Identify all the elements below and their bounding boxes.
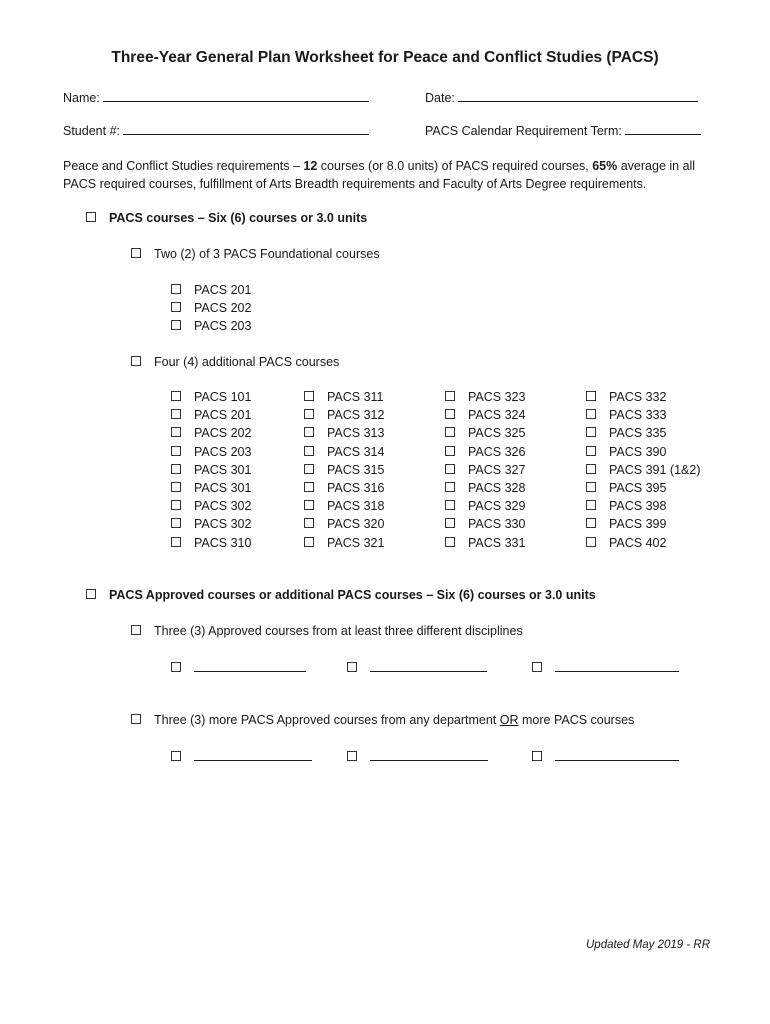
course-item	[171, 445, 251, 459]
more-approved-slot[interactable]	[532, 749, 679, 764]
course-label: PACS 201	[194, 408, 252, 422]
more-approved-label-1: Three (3) more PACS Approved courses from any department	[154, 713, 500, 727]
course-label: PACS 402	[609, 536, 667, 550]
course-label: PACS 324	[468, 408, 526, 422]
section2-heading-row	[86, 588, 596, 602]
course-checkbox[interactable]	[347, 751, 357, 761]
section2-checkbox[interactable]	[86, 589, 96, 599]
course-checkbox[interactable]	[586, 482, 596, 492]
course-checkbox[interactable]	[445, 446, 455, 456]
course-item	[304, 463, 384, 477]
student-number-blank[interactable]	[123, 122, 369, 135]
name-field[interactable]	[63, 89, 369, 105]
course-blank[interactable]	[555, 660, 679, 672]
course-checkbox[interactable]	[445, 409, 455, 419]
course-label: PACS 314	[327, 445, 385, 459]
course-checkbox[interactable]	[171, 751, 181, 761]
course-label: PACS 302	[194, 499, 252, 513]
course-label: PACS 335	[609, 426, 667, 440]
course-label: PACS 333	[609, 408, 667, 422]
course-checkbox[interactable]	[586, 537, 596, 547]
course-item	[445, 499, 525, 513]
course-item	[171, 481, 251, 495]
course-checkbox[interactable]	[347, 662, 357, 672]
course-label: PACS 312	[327, 408, 385, 422]
page-title: Three-Year General Plan Worksheet for Peace and Conflict Studies (PACS)	[111, 49, 659, 66]
term-label: PACS Calendar Requirement Term:	[425, 124, 622, 138]
course-checkbox[interactable]	[171, 662, 181, 672]
course-label: PACS 331	[468, 536, 526, 550]
course-label: PACS 321	[327, 536, 385, 550]
course-item	[304, 445, 384, 459]
course-label: PACS 330	[468, 517, 526, 531]
approved-row	[131, 624, 523, 638]
course-blank[interactable]	[370, 749, 488, 761]
course-checkbox[interactable]	[445, 518, 455, 528]
course-item	[304, 481, 384, 495]
course-item	[171, 499, 251, 513]
course-label: PACS 301	[194, 481, 252, 495]
course-item	[586, 517, 666, 531]
course-label: PACS 327	[468, 463, 526, 477]
course-item	[445, 426, 525, 440]
course-label: PACS 101	[194, 390, 252, 404]
course-item	[445, 390, 525, 404]
course-item	[445, 408, 525, 422]
course-label: PACS 316	[327, 481, 385, 495]
foundational-item: PACS 201	[171, 283, 251, 297]
course-label: PACS 202	[194, 426, 252, 440]
course-checkbox[interactable]	[171, 500, 181, 510]
course-checkbox[interactable]	[586, 427, 596, 437]
course-item	[445, 536, 525, 550]
course-item	[586, 408, 666, 422]
name-blank[interactable]	[103, 89, 369, 102]
course-label: PACS 323	[468, 390, 526, 404]
course-checkbox[interactable]	[171, 302, 181, 312]
requirements-text-2: courses (or 8.0 units) of PACS required courses,	[317, 159, 593, 173]
course-checkbox[interactable]	[586, 391, 596, 401]
more-approved-row	[131, 713, 634, 727]
course-item	[586, 426, 666, 440]
foundational-checkbox[interactable]	[131, 248, 141, 258]
course-label: PACS 302	[194, 517, 252, 531]
course-checkbox[interactable]	[171, 537, 181, 547]
course-item	[586, 481, 666, 495]
approved-slot[interactable]	[171, 660, 306, 675]
requirements-paragraph	[63, 157, 713, 193]
course-label: PACS 391 (1&2)	[609, 463, 701, 477]
course-item	[586, 445, 666, 459]
additional-checkbox[interactable]	[131, 356, 141, 366]
course-checkbox[interactable]	[171, 409, 181, 419]
course-item	[586, 536, 666, 550]
course-checkbox[interactable]	[171, 446, 181, 456]
course-item	[171, 536, 251, 550]
requirements-average: 65%	[592, 159, 618, 173]
approved-checkbox[interactable]	[131, 625, 141, 635]
course-checkbox[interactable]	[586, 464, 596, 474]
course-checkbox[interactable]	[304, 409, 314, 419]
course-checkbox[interactable]	[586, 518, 596, 528]
course-checkbox[interactable]	[304, 500, 314, 510]
student-number-label: Student #:	[63, 124, 120, 138]
student-number-field[interactable]	[63, 122, 369, 138]
course-item	[171, 463, 251, 477]
course-checkbox[interactable]	[304, 391, 314, 401]
foundational-row	[131, 247, 380, 261]
course-blank[interactable]	[370, 660, 487, 672]
date-blank[interactable]	[458, 89, 698, 102]
course-label: PACS 399	[609, 517, 667, 531]
foundational-item: PACS 203	[171, 319, 251, 333]
course-checkbox[interactable]	[304, 464, 314, 474]
course-item	[586, 499, 666, 513]
foundational-item: PACS 202	[171, 301, 251, 315]
section2-heading: PACS Approved courses or additional PACS courses – Six (6) courses or 3.0 units	[109, 588, 596, 602]
approved-label: Three (3) Approved courses from at least three different disciplines	[154, 624, 523, 638]
date-label: Date:	[425, 91, 455, 105]
name-label: Name:	[63, 91, 100, 105]
section1-heading-row	[86, 211, 367, 225]
course-checkbox[interactable]	[532, 662, 542, 672]
course-item	[171, 390, 251, 404]
course-label: PACS 310	[194, 536, 252, 550]
course-checkbox[interactable]	[304, 482, 314, 492]
course-checkbox[interactable]	[586, 409, 596, 419]
course-checkbox[interactable]	[445, 391, 455, 401]
course-item	[586, 463, 700, 477]
course-item	[304, 536, 384, 550]
course-item	[304, 517, 384, 531]
course-checkbox[interactable]	[304, 446, 314, 456]
course-label: PACS 325	[468, 426, 526, 440]
course-item	[445, 517, 525, 531]
course-item	[586, 390, 666, 404]
course-label: PACS 318	[327, 499, 385, 513]
additional-row	[131, 355, 339, 369]
course-item	[171, 517, 251, 531]
course-label: PACS 328	[468, 481, 526, 495]
requirements-text-1: Peace and Conflict Studies requirements –	[63, 159, 304, 173]
course-checkbox[interactable]	[445, 482, 455, 492]
course-checkbox[interactable]	[171, 427, 181, 437]
course-checkbox[interactable]	[445, 464, 455, 474]
course-item	[445, 481, 525, 495]
course-checkbox[interactable]	[445, 500, 455, 510]
footer-updated: Updated May 2019 - RR	[586, 939, 711, 951]
more-approved-slot[interactable]	[347, 749, 488, 764]
course-label: PACS 203	[194, 445, 252, 459]
course-item	[304, 408, 384, 422]
course-checkbox[interactable]	[171, 284, 181, 294]
course-item	[171, 408, 251, 422]
course-checkbox[interactable]	[304, 537, 314, 547]
course-checkbox[interactable]	[532, 751, 542, 761]
course-blank[interactable]	[555, 749, 679, 761]
course-item	[304, 426, 384, 440]
course-label: PACS 390	[609, 445, 667, 459]
approved-slot[interactable]	[347, 660, 487, 675]
requirements-text-3: average in all PACS required courses, fulfillment of Arts Breadth requirements and Faculty of Arts Degree requirements.	[63, 159, 696, 191]
course-checkbox[interactable]	[445, 427, 455, 437]
course-label: PACS 332	[609, 390, 667, 404]
more-approved-checkbox[interactable]	[131, 714, 141, 724]
course-checkbox[interactable]	[171, 464, 181, 474]
section1-heading: PACS courses – Six (6) courses or 3.0 units	[109, 211, 368, 225]
requirements-count: 12	[303, 159, 318, 173]
course-label: PACS 398	[609, 499, 667, 513]
course-label: PACS 320	[327, 517, 385, 531]
course-item	[304, 390, 384, 404]
more-approved-slot[interactable]	[171, 749, 312, 764]
course-label: PACS 311	[327, 390, 384, 404]
course-item	[171, 426, 251, 440]
additional-label: Four (4) additional PACS courses	[154, 355, 340, 369]
foundational-label: Two (2) of 3 PACS Foundational courses	[154, 247, 380, 261]
more-approved-or: OR	[499, 713, 519, 727]
course-checkbox[interactable]	[171, 482, 181, 492]
course-checkbox[interactable]	[586, 446, 596, 456]
course-checkbox[interactable]	[171, 518, 181, 528]
course-blank[interactable]	[194, 660, 306, 672]
date-field[interactable]	[425, 89, 698, 105]
course-label: PACS 315	[327, 463, 385, 477]
course-checkbox[interactable]	[171, 391, 181, 401]
section1-checkbox[interactable]	[86, 212, 96, 222]
course-item	[445, 463, 525, 477]
course-checkbox[interactable]	[445, 537, 455, 547]
course-label: PACS 301	[194, 463, 252, 477]
course-label: PACS 313	[327, 426, 385, 440]
course-label: PACS 326	[468, 445, 526, 459]
course-label: PACS 395	[609, 481, 667, 495]
course-checkbox[interactable]	[171, 320, 181, 330]
course-checkbox[interactable]	[304, 427, 314, 437]
course-blank[interactable]	[194, 749, 312, 761]
course-item	[304, 499, 384, 513]
term-blank[interactable]	[625, 122, 701, 135]
term-field[interactable]	[425, 122, 701, 138]
course-item	[445, 445, 525, 459]
course-label: PACS 329	[468, 499, 526, 513]
course-checkbox[interactable]	[586, 500, 596, 510]
approved-slot[interactable]	[532, 660, 679, 675]
course-checkbox[interactable]	[304, 518, 314, 528]
more-approved-label-2: more PACS courses	[518, 713, 635, 727]
